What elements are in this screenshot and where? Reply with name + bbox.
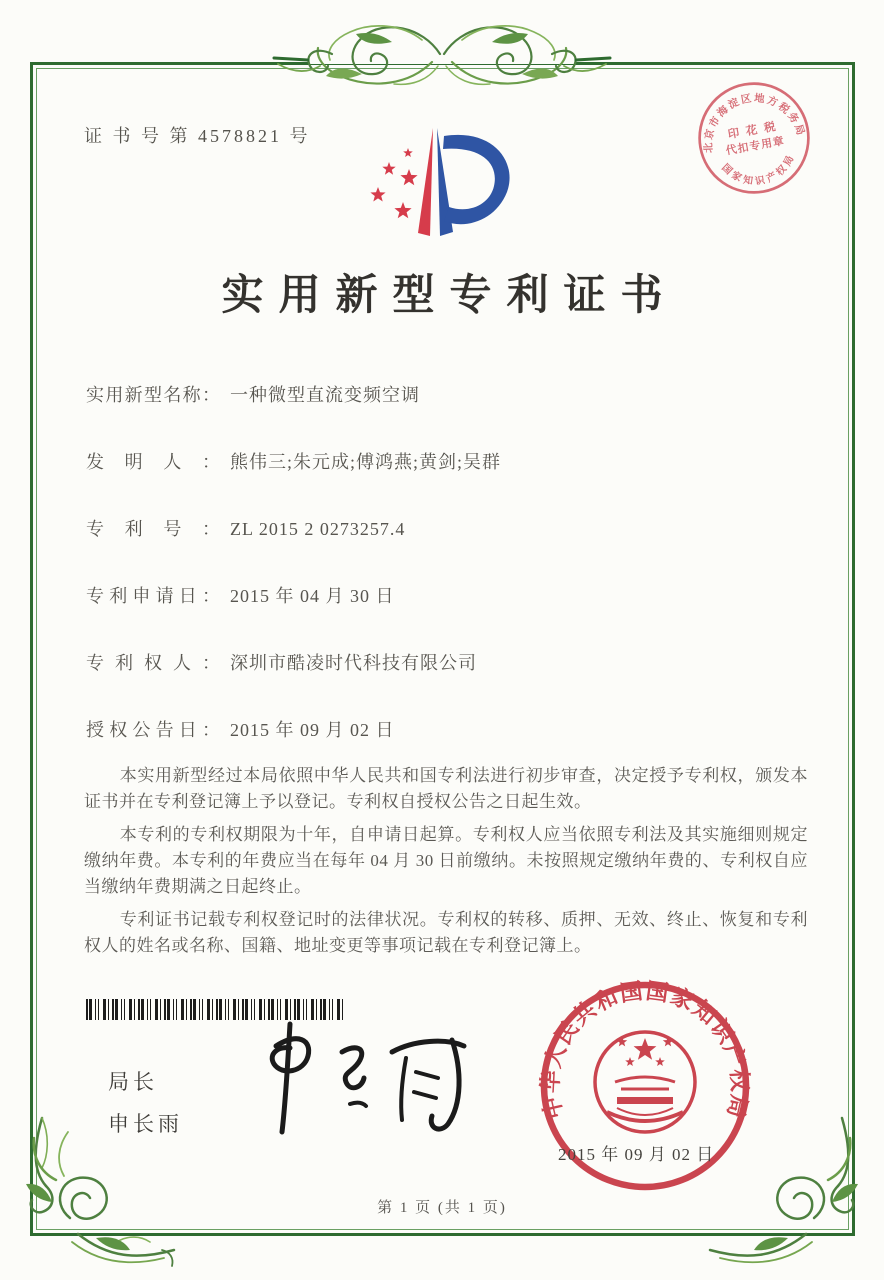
field-label: 专利权人： bbox=[86, 653, 220, 673]
signature-autograph bbox=[246, 1018, 478, 1146]
certificate-title: 实用新型专利证书 bbox=[221, 273, 678, 319]
legal-paragraphs bbox=[84, 763, 808, 966]
field-label: 授权公告日： bbox=[86, 720, 220, 740]
field-row bbox=[86, 516, 806, 543]
tax-stamp-bottom-text: 国家知识产权局 bbox=[719, 151, 798, 188]
seal-date: 2015 年 09 月 02 日 bbox=[558, 1145, 715, 1164]
field-row bbox=[86, 650, 806, 677]
certificate-number: 证 书 号 第 4578821 号 bbox=[84, 126, 311, 146]
tax-stamp-center-line1: 印 花 税 bbox=[727, 120, 779, 142]
field-value: 一种微型直流变频空调 bbox=[230, 385, 420, 405]
field-label: 发明人： bbox=[86, 452, 220, 472]
signer-title: 局长 bbox=[108, 1070, 158, 1094]
tax-stamp-top-text: 北京市海淀区地方税务局 bbox=[703, 93, 807, 154]
tax-stamp-center-line2: 代扣专用章 bbox=[725, 135, 786, 158]
field-row bbox=[86, 449, 806, 476]
paragraph: 专利证书记载专利权登记时的法律状况。专利权的转移、质押、无效、终止、恢复和专利权人的姓名或名称、国籍、地址变更等事项记载在专利登记簿上。 bbox=[84, 910, 808, 955]
page-footer: 第 1 页 (共 1 页) bbox=[377, 1200, 507, 1216]
field-row bbox=[86, 717, 806, 744]
field-value: 2015 年 04 月 30 日 bbox=[230, 586, 395, 606]
national-emblem-icon bbox=[595, 1032, 695, 1132]
field-label: 实用新型名称： bbox=[86, 385, 220, 405]
certificate-fields bbox=[86, 382, 806, 784]
signer-name: 申长雨 bbox=[108, 1112, 183, 1136]
paragraph: 本专利的专利权期限为十年，自申请日起算。专利权人应当依照专利法及其实施细则规定缴纳年费。本专利的年费应当在每年 04 月 30 日前缴纳。未按照规定缴纳年费的、专利权自应当缴纳年费期满之日起终止。 bbox=[84, 825, 808, 896]
office-seal-ring-text: 中华人民共和国国家知识产权局 bbox=[537, 978, 753, 1122]
field-value: 深圳市酷凌时代科技有限公司 bbox=[230, 653, 477, 673]
paragraph: 本实用新型经过本局依照中华人民共和国专利法进行初步审查，决定授予专利权，颁发本证书并在专利登记簿上予以登记。专利权自授权公告之日起生效。 bbox=[84, 766, 808, 811]
field-row bbox=[86, 382, 806, 409]
tax-stamp-seal bbox=[687, 71, 821, 205]
field-value: ZL 2015 2 0273257.4 bbox=[230, 519, 406, 539]
field-row bbox=[86, 583, 806, 610]
cnipa-ip-logo-icon bbox=[338, 116, 570, 258]
field-label: 专利号： bbox=[86, 519, 220, 539]
field-label: 专利申请日： bbox=[86, 586, 220, 606]
field-value: 熊伟三;朱元成;傅鸿燕;黄剑;吴群 bbox=[230, 452, 502, 472]
barcode bbox=[86, 999, 346, 1020]
field-value: 2015 年 09 月 02 日 bbox=[230, 720, 395, 740]
